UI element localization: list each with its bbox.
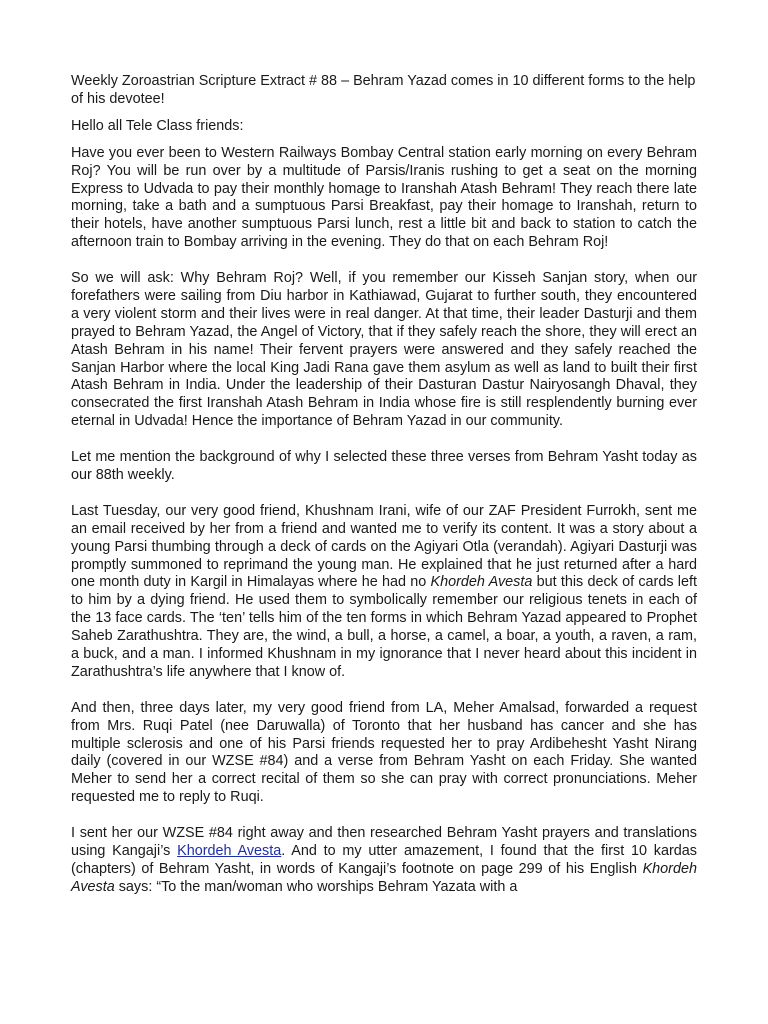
paragraph-text: but this deck of cards left to him by a dying friend. He used them to symbolically remember our religious tenets in each of the 13 face cards. The ‘ten’ tells him of the ten forms in which Behram Yazad appeared to Prophet Saheb Zarathushtra. They are, the wind, a bull, a horse, a camel, a boar, a youth, a raven, a ram, a buck, and a man. I informed Khushnam in my ignorance that I never heard about this incident in Zarathushtra’s life anywhere that I know of.: [71, 574, 697, 680]
book-title-italic: Khordeh Avesta: [430, 574, 533, 591]
paragraph-text: Last Tuesday, our very good friend, Khushnam Irani, wife of our ZAF President Furrokh, sent me an email received by her from a friend and wanted me to verify its content. It was a story about a young Parsi thumbing through a deck of cards on the Agiyari Otla (verandah). Agiyari Dasturji was promptly summoned to reprimand the young man. He explained that he just returned after a hard one month duty in Kargil in Himalayas where he had no: [71, 502, 697, 591]
paragraph-text: says: “To the man/woman who worships Behram Yazata with a: [114, 878, 518, 895]
paragraph-text: I sent her our WZSE #84 right away and then researched Behram Yasht prayers and translations using Kangaji’s: [71, 825, 697, 859]
paragraph-kangaji-research: [71, 825, 697, 897]
khordeh-avesta-link[interactable]: Khordeh Avesta: [177, 842, 282, 859]
paragraph-ruqi-request: And then, three days later, my very good friend from LA, Meher Amalsad, forwarded a request from Mrs. Ruqi Patel (nee Daruwalla) of Toronto that her husband has cancer and she has multiple sclerosis and one of his Parsi friends requested her to pray Ardibehesht Yasht Nirang daily (covered in our WZSE #84) and a verse from Behram Yasht on each Friday. She wanted Meher to send her a correct recital of them so she can pray with correct pronunciations. Meher requested me to reply to Ruqi.: [71, 699, 697, 806]
paragraph-khushnam-email: [71, 503, 697, 682]
document-page: [71, 73, 697, 897]
greeting: Hello all Tele Class friends:: [71, 117, 244, 134]
paragraph-text: . And to my utter amazement, I found that the first 10 kardas (chapters) of Behram Yasht, in words of Kangaji’s footnote on page 299 of his English: [71, 842, 697, 877]
document-title: Weekly Zoroastrian Scripture Extract # 88 – Behram Yazad comes in 10 different forms to the help of his devotee!: [71, 73, 696, 107]
book-title-italic: Khordeh Avesta: [71, 860, 697, 895]
paragraph-behram-roj: Have you ever been to Western Railways Bombay Central station early morning on every Behram Roj? You will be run over by a multitude of Parsis/Iranis rushing to get a seat on the morning Express to Udvada to pay their monthly homage to Iranshah Atash Behram! They reach there late morning, take a bath and a sumptuous Parsi Breakfast, pay their homage to Iranshah, return to their hotels, have another sumptuous Parsi lunch, rest a little bit and back to station to catch the afternoon train to Bombay arriving in the evening. They do that on each Behram Roj!: [71, 144, 697, 251]
paragraph-background: Let me mention the background of why I selected these three verses from Behram Yasht today as our 88th weekly.: [71, 449, 697, 483]
paragraph-kisseh-sanjan: So we will ask: Why Behram Roj? Well, if you remember our Kisseh Sanjan story, when our forefathers were sailing from Diu harbor in Kathiawad, Gujarat to further south, they encountered a very violent storm and their lives were in real danger. At that time, their leader Dasturji and them prayed to Behram Yazad, the Angel of Victory, that if they safely reach the shore, they will erect an Atash Behram in his name! Their fervent prayers were answered and they safely reached the Sanjan Harbor where the local King Jadi Rana gave them asylum as well as land to built their first Atash Behram in India. Under the leadership of their Dasturan Dastur Nairyosangh Dhaval, they consecrated the first Iranshah Atash Behram in India whose fire is still resplendently burning ever eternal in Udvada! Hence the importance of Behram Yazad in our community.: [71, 270, 697, 430]
